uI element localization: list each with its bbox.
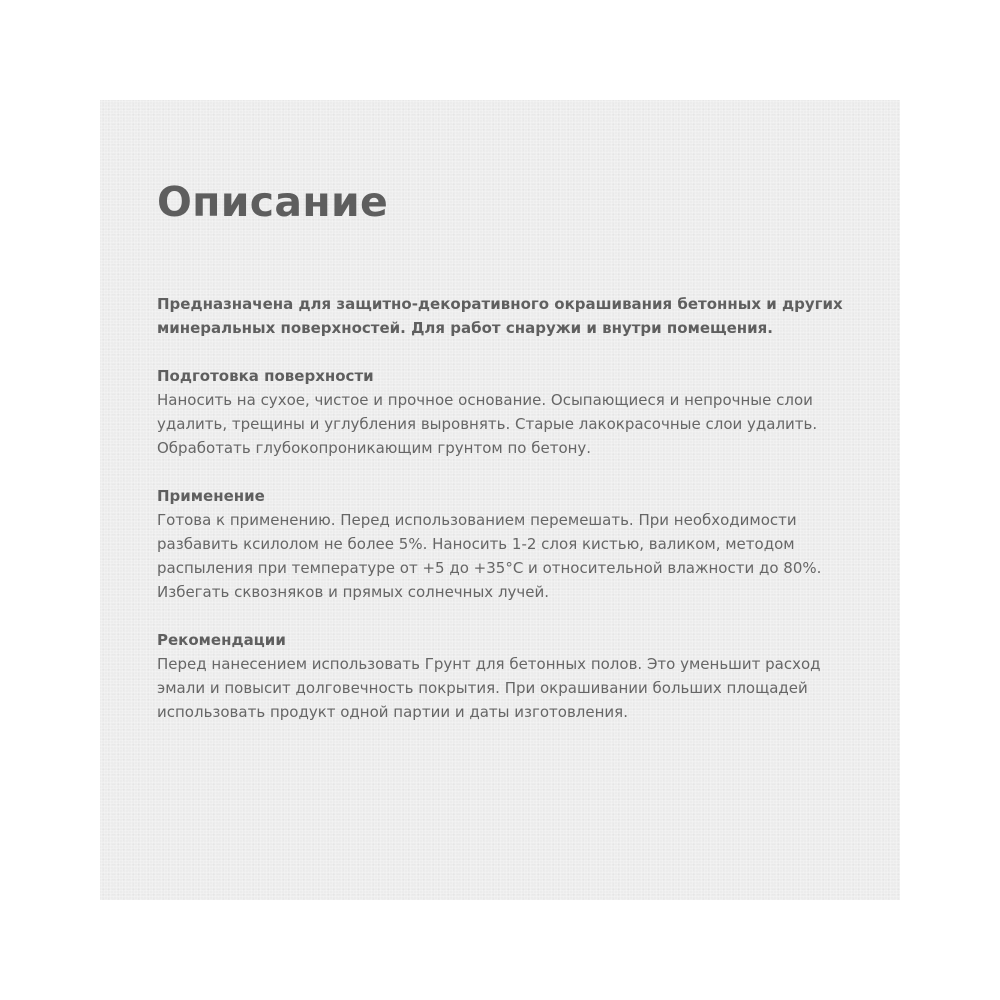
section-text: Готова к применению. Перед использованием перемешать. При необходимости разбавить ксилолом не более 5%. Наносить 1-2 слоя кистью, валиком, методом распыления при температуре от +5 до +35°С и относительной влажности до 80%. Избегать сквозняков и прямых солнечных лучей. [157,511,822,601]
section-surface-preparation [157,364,847,460]
section-recommendations [157,628,847,724]
section-heading: Применение [157,487,265,505]
page-title: Описание [157,178,389,226]
description-content [157,178,847,724]
description-card [100,100,900,900]
section-heading: Подготовка поверхности [157,367,374,385]
section-text: Перед нанесением использовать Грунт для бетонных полов. Это уменьшит расход эмали и повысит долговечность покрытия. При окрашивании больших площадей использовать продукт одной партии и даты изготовления. [157,655,821,721]
section-text: Наносить на сухое, чистое и прочное основание. Осыпающиеся и непрочные слои удалить, трещины и углубления выровнять. Старые лакокрасочные слои удалить. Обработать глубокопроникающим грунтом по бетону. [157,391,818,457]
section-application [157,484,847,604]
intro-paragraph: Предназначена для защитно-декоративного окрашивания бетонных и других минеральных поверхностей. Для работ снаружи и внутри помещения. [157,295,843,337]
section-heading: Рекомендации [157,631,286,649]
